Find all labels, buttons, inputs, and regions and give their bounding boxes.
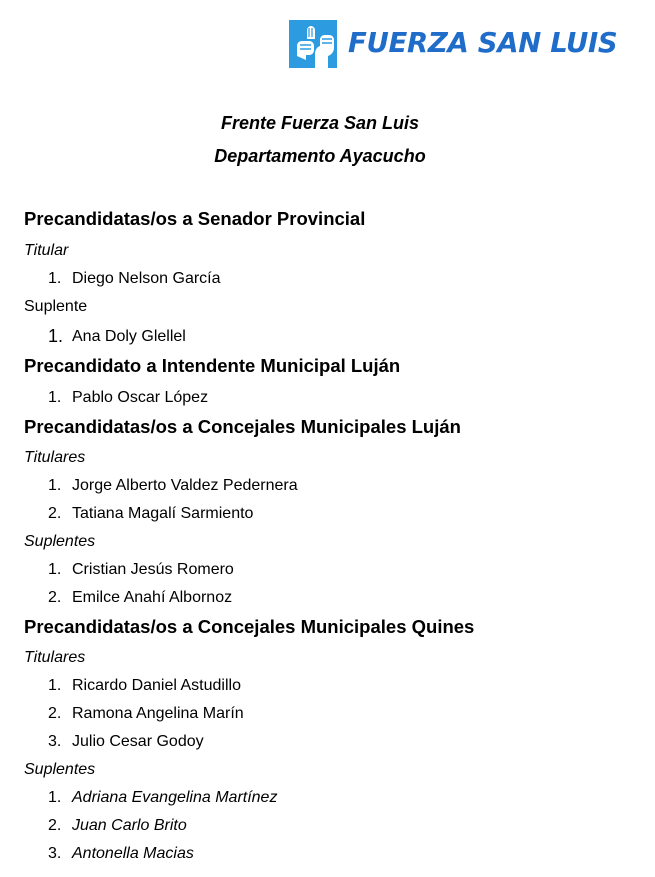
- candidate-name: Ricardo Daniel Astudillo: [72, 677, 241, 694]
- candidate-name: Antonella Macias: [72, 845, 194, 862]
- list-number: 1.: [48, 270, 62, 287]
- list-number: 1.: [48, 477, 62, 494]
- list-number: 2.: [48, 505, 62, 522]
- document-title: Frente Fuerza San Luis: [220, 113, 420, 133]
- candidate-name: Jorge Alberto Valdez Pedernera: [72, 477, 298, 494]
- section-heading-concejales-lujan: Precandidatas/os a Concejales Municipales Luján: [24, 416, 461, 437]
- list-number: 3.: [48, 845, 62, 862]
- fuerza-san-luis-logo: [289, 20, 617, 68]
- group-label-titulares: Titulares: [24, 649, 86, 666]
- list-number: 1.: [48, 677, 62, 694]
- group-label-titulares: Titulares: [24, 449, 86, 466]
- candidate-name: Ramona Angelina Marín: [72, 705, 244, 722]
- list-number: 1.: [48, 561, 62, 578]
- candidate-name: Diego Nelson García: [72, 270, 221, 287]
- candidate-name: Emilce Anahí Albornoz: [72, 589, 233, 606]
- group-label-titular: Titular: [24, 242, 69, 259]
- candidate-name: Adriana Evangelina Martínez: [72, 789, 278, 806]
- group-label-suplentes: Suplentes: [24, 761, 96, 778]
- candidate-name: Ana Doly Glellel: [72, 328, 186, 345]
- list-number: 2.: [48, 705, 62, 722]
- raised-fists-logo-icon: [289, 20, 337, 68]
- candidate-name: Tatiana Magalí Sarmiento: [72, 505, 254, 522]
- group-label-suplente: Suplente: [24, 298, 88, 315]
- candidate-name: Pablo Oscar López: [72, 389, 209, 406]
- list-number: 1.: [48, 326, 64, 346]
- logo-text: FUERZA SAN LUIS: [348, 27, 618, 60]
- candidate-name: Julio Cesar Godoy: [72, 733, 204, 750]
- list-number: 1.: [48, 389, 62, 406]
- document-subtitle: Departamento Ayacucho: [214, 146, 426, 166]
- section-heading-concejales-quines: Precandidatas/os a Concejales Municipales Quines: [24, 616, 475, 637]
- list-number: 1.: [48, 789, 62, 806]
- group-label-suplentes: Suplentes: [24, 533, 96, 550]
- candidate-name: Cristian Jesús Romero: [72, 561, 234, 578]
- section-heading-senador: Precandidatas/os a Senador Provincial: [24, 208, 366, 229]
- candidate-name: Juan Carlo Brito: [72, 817, 187, 834]
- list-number: 3.: [48, 733, 62, 750]
- section-heading-intendente: Precandidato a Intendente Municipal Luján: [24, 355, 401, 376]
- list-number: 2.: [48, 817, 62, 834]
- list-number: 2.: [48, 589, 62, 606]
